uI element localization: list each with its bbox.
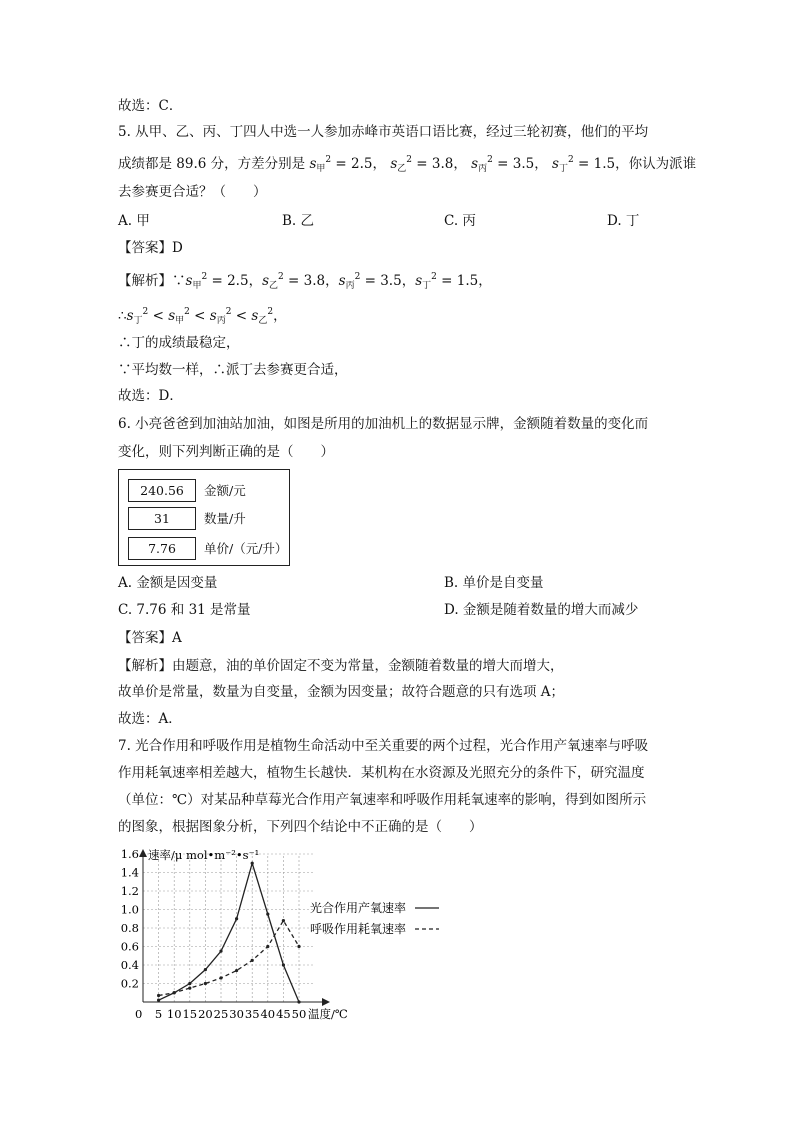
amount-label: 金额/元 [204, 483, 246, 498]
y-tick-label: 1.4 [120, 865, 139, 880]
variance-yi: $s_乙^2 = 3.8$ [390, 155, 454, 174]
q5-explanation-line4: ∵平均数一样，∴派丁去参赛更合适， [118, 362, 348, 378]
q5-explanation-line3: ∴丁的成绩最稳定， [118, 335, 240, 351]
photosynthesis-rate-line [159, 863, 299, 1002]
q6-option-c: C. 7.76 和 31 是常量 [118, 602, 251, 618]
legend-respiration-label: 呼吸作用耗氧速率 [310, 922, 407, 936]
amount-value-box: 240.56 [128, 479, 196, 502]
x-tick-label: 35 [244, 1007, 260, 1021]
x-tick-label: 45 [276, 1007, 291, 1021]
q5-option-b: B. 乙 [282, 213, 315, 229]
variance-jia: $s_甲^2 = 2.5$ [309, 155, 373, 174]
x-tick-label: 15 [182, 1007, 198, 1021]
origin-label: 0 [135, 1007, 143, 1021]
respiration-data-point [282, 919, 285, 922]
q7-text-line4: 的图象，根据图象分析，下列四个结论中不正确的是（ ） [118, 819, 483, 835]
y-axis-title: 速率/μ mol•m⁻²•s⁻¹ [148, 848, 260, 862]
q6-text-line1: 6. 小亮爸爸到加油站加油，如图是所用的加油机上的数据显示牌，金额随着数量的变化而 [118, 416, 649, 432]
x-tick-label: 25 [213, 1007, 229, 1021]
q6-option-d: D. 金额是随着数量的增大而减少 [444, 602, 639, 618]
y-axis-arrow [139, 849, 147, 857]
price-value-box: 7.76 [128, 537, 196, 560]
variance-ding: $s_丁^2 = 1.5$ [552, 155, 616, 174]
y-tick-label: 1.6 [120, 847, 139, 861]
fuel-pump-display [118, 469, 290, 566]
photosynthesis-data-point [282, 963, 285, 966]
q6-explanation-line1: 【解析】由题意，油的单价固定不变为常量，金额随着数量的增大而增大， [118, 658, 564, 674]
q7-text-line3: （单位：℃）对某品种草莓光合作用产氧速率和呼吸作用耗氧速率的影响，得到如图所示 [118, 792, 647, 808]
q5-text-line3: 去参赛更合适？（ ） [118, 184, 267, 200]
q6-text-line2: 变化，则下列判断正确的是（ ） [118, 444, 334, 460]
q6-answer: 【答案】A [118, 630, 182, 646]
q5-option-c: C. 丙 [444, 213, 476, 229]
q7-text-line1: 7. 光合作用和呼吸作用是植物生命活动中至关重要的两个过程，光合作用产氧速率与呼吸 [118, 738, 649, 754]
respiration-data-point [173, 991, 176, 994]
respiration-data-point [266, 945, 269, 948]
q5-option-d: D. 丁 [607, 213, 640, 229]
photosynthesis-data-point [157, 999, 160, 1002]
respiration-data-point [251, 959, 254, 962]
quantity-label: 数量/升 [204, 511, 246, 526]
price-label: 单价/（元/升） [204, 541, 288, 556]
q5-answer: 【答案】D [118, 240, 183, 256]
respiration-data-point [188, 987, 191, 990]
q5-explanation-line2: $\therefore s_丁^2 < s_甲^2 < s_丙^2 < s_乙^2$， [118, 307, 287, 326]
q5-option-a: A. 甲 [118, 213, 150, 229]
y-tick-label: 0.8 [120, 921, 139, 935]
y-tick-label: 0.6 [120, 939, 139, 954]
q5-text-line1: 5. 从甲、乙、丙、丁四人中选一人参加赤峰市英语口语比赛，经过三轮初赛，他们的平均 [118, 124, 649, 140]
respiration-data-point [235, 969, 238, 972]
respiration-data-point [204, 982, 207, 985]
photosynthesis-data-point [188, 982, 191, 985]
chart-grid [143, 854, 315, 1002]
chart-series [157, 862, 301, 1004]
x-tick-label: 10 [166, 1007, 182, 1021]
x-axis-arrow [322, 998, 330, 1006]
photosynthesis-data-point [204, 968, 207, 971]
q6-explanation-line3: 故选：A． [118, 711, 182, 727]
q6-option-a: A. 金额是因变量 [118, 575, 218, 591]
respiration-data-point [219, 976, 222, 979]
x-tick-label: 5 [154, 1007, 163, 1021]
photosynthesis-data-point [266, 913, 269, 916]
respiration-data-point [157, 994, 160, 997]
q7-text-line2: 作用耗氧速率相差越大，植物生长越快．某机构在水资源及光照充分的条件下，研究温度 [118, 765, 645, 781]
legend-photosynthesis-label: 光合作用产氧速率 [310, 901, 407, 915]
x-axis-title: 温度/℃ [308, 1007, 348, 1021]
photosynthesis-data-point [219, 950, 222, 953]
y-tick-label: 0.4 [120, 958, 139, 972]
y-tick-label: 1.0 [120, 902, 139, 917]
photosynthesis-data-point [297, 1000, 300, 1003]
answer-line: 故选：C． [118, 98, 183, 114]
q5-explanation-line5: 故选：D． [118, 388, 183, 404]
rate-chart [110, 845, 440, 1025]
x-tick-label: 50 [291, 1007, 307, 1021]
x-tick-label: 40 [260, 1007, 276, 1021]
respiration-data-point [297, 945, 300, 948]
q6-explanation-line2: 故单价是常量，数量为自变量，金额为因变量；故符合题意的只有选项 A； [118, 684, 565, 700]
photosynthesis-data-point [251, 862, 254, 865]
chart-legend [310, 900, 439, 936]
q6-option-b: B. 单价是自变量 [444, 575, 544, 591]
x-tick-label: 20 [198, 1007, 213, 1021]
photosynthesis-data-point [235, 917, 238, 920]
variance-bing: $s_丙^2 = 3.5$ [471, 155, 535, 174]
q5-text-line2: 成绩都是 89.6 分，方差分别是 $s_甲^2 = 2.5$， $s_乙^2 = 3.8$， $s_丙^2 = 3.5$， $s_丁^2 = 1.5$，你认为派谁 [118, 155, 697, 174]
y-tick-label: 1.2 [120, 884, 139, 898]
y-tick-label: 0.2 [120, 976, 139, 991]
x-tick-label: 30 [229, 1007, 244, 1021]
respiration-rate-line [159, 921, 299, 996]
quantity-value-box: 31 [128, 507, 196, 530]
q5-explanation-line1: 【解析】$\because s_甲^2 = 2.5$，$s_乙^2 = 3.8$，$s_丙^2 = 3.5$，$s_丁^2 = 1.5$， [118, 272, 492, 291]
